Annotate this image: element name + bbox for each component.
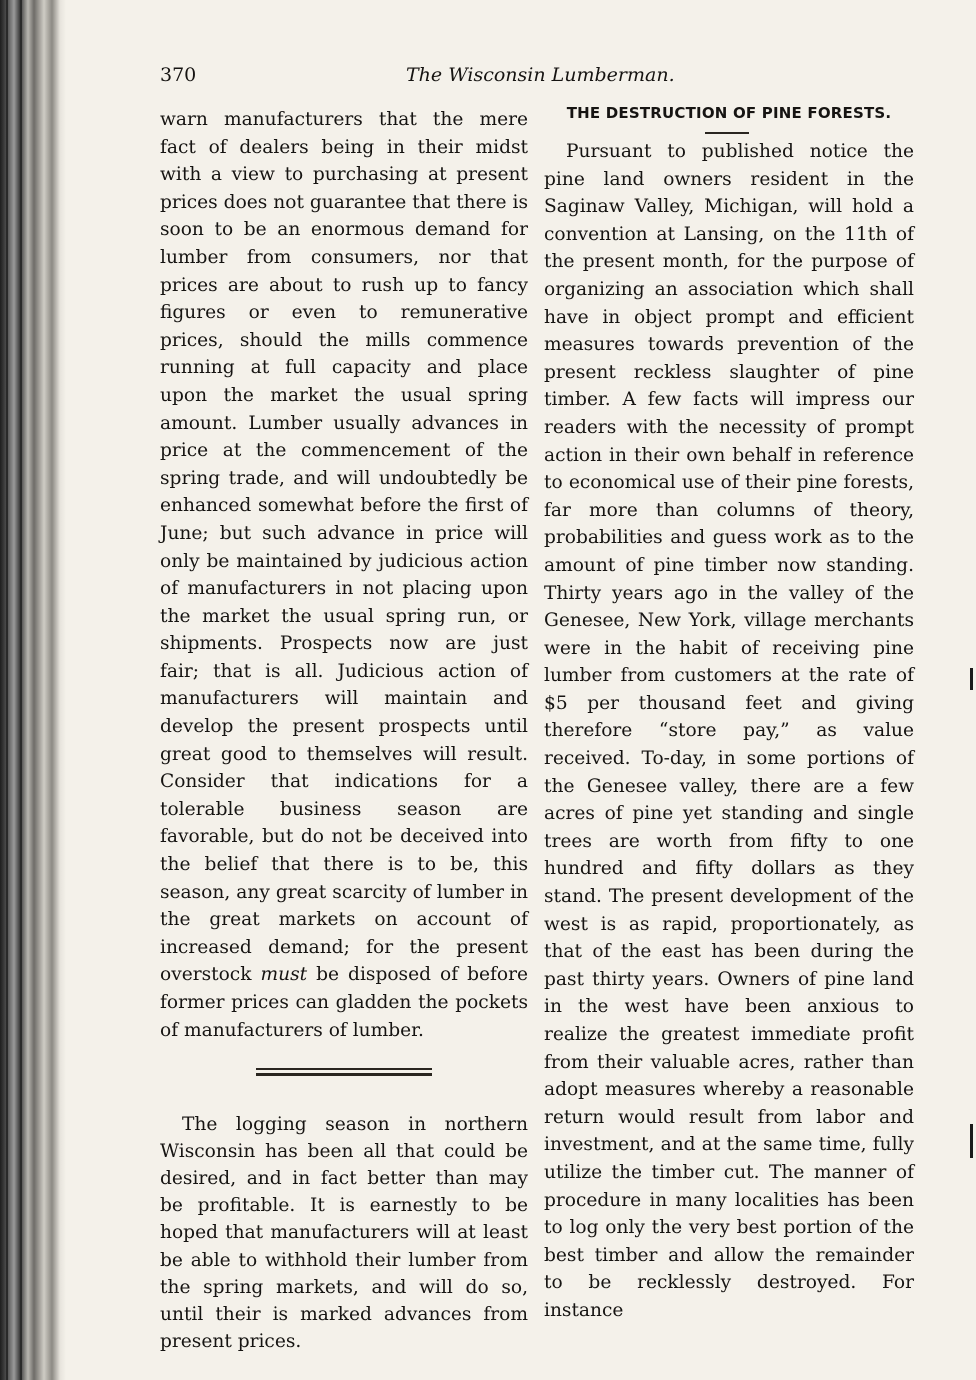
left-paragraph-2: The logging season in northern Wisconsin has been all that could be desired, and in fact better than may be profitable. It is earnestly to be hoped that manufacturers will at least be able to withhold their lumber from the spring markets, and will do so, until their is marked advances from present prices. <box>160 1113 528 1353</box>
page-binding-edge <box>0 0 66 1380</box>
heading-rule <box>705 132 749 134</box>
article-heading: THE DESTRUCTION OF PINE FORESTS. <box>566 104 892 122</box>
emphasis-word: must <box>260 964 308 986</box>
margin-mark <box>970 668 973 690</box>
section-divider <box>256 1068 432 1076</box>
right-column <box>544 138 914 1325</box>
page-number: 370 <box>160 64 197 86</box>
page-header <box>160 64 920 92</box>
left-paragraph-1 <box>160 106 528 1044</box>
left-paragraph-1-text: warn manufacturers that the mere fact of dealers being in their midst with a view to purchasing at present prices does not guarantee that there is soon to be an enormous demand for lumber from consumers, nor that prices are about to rush up to fancy figures or even to remunerative prices, should the mills commence running at full capacity and place upon the market the usual spring amount. Lumber usually advances in price at the commencement of the spring trade, and will undoubtedly be enhanced somewhat before the first of June; but such advance in price will only be maintained by judicious action of manufacturers in not placing upon the market the usual spring run, or shipments. Prospects now are just fair; that is all. Judicious action of manufacturers will maintain and develop the present prospects until great good to themselves will result. Consider that indications for a tolerable business season are favorable, but do not be deceived into the belief that there is to be, this season, any great scarcity of lumber in the great markets on account of increased demand; for the present overstock <box>160 109 528 986</box>
running-title: The Wisconsin Lumberman. <box>406 64 675 86</box>
binding-line <box>6 0 8 1380</box>
left-paragraph-1-end: be disposed of before former prices can gladden the pockets of manufacturers of lumber. <box>160 964 528 1041</box>
binding-line <box>20 0 22 1380</box>
right-paragraph: Pursuant to published notice the pine land owners resident in the Saginaw Valley, Michigan, will hold a convention at Lansing, on the 11th of the present month, for the purpose of organizing an association which shall have in object prompt and efficient measures towards prevention of the present reckless slaughter of pine timber. A few facts will impress our readers with the necessity of prompt action in their own behalf in reference to economical use of their pine forests, far more than columns of theory, probabilities and guess work as to the amount of pine timber now standing. Thirty years ago in the valley of the Genesee, New York, village merchants were in the habit of receiving pine lumber from customers at the rate of $5 per thousand feet and giving therefore “store pay,” as value received. To-day, in some portions of the Genesee valley, there are a few acres of pine yet standing and single trees are worth from fifty to one hundred and fifty dollars as they stand. The present development of the west is as rapid, proportionately, as that of the east has been during the past thirty years. Owners of pine land in the west have been anxious to realize the greatest immediate profit from their valuable acres, rather than adopt measures whereby a reasonable return would result from labor and investment, and at the same time, fully utilize the timber cut. The manner of procedure in many localities has been to log only the very best portion of the best timber and allow the remainder to be recklessly destroyed. For instance <box>544 141 914 1321</box>
margin-mark <box>970 1124 973 1158</box>
left-column <box>160 106 528 1044</box>
